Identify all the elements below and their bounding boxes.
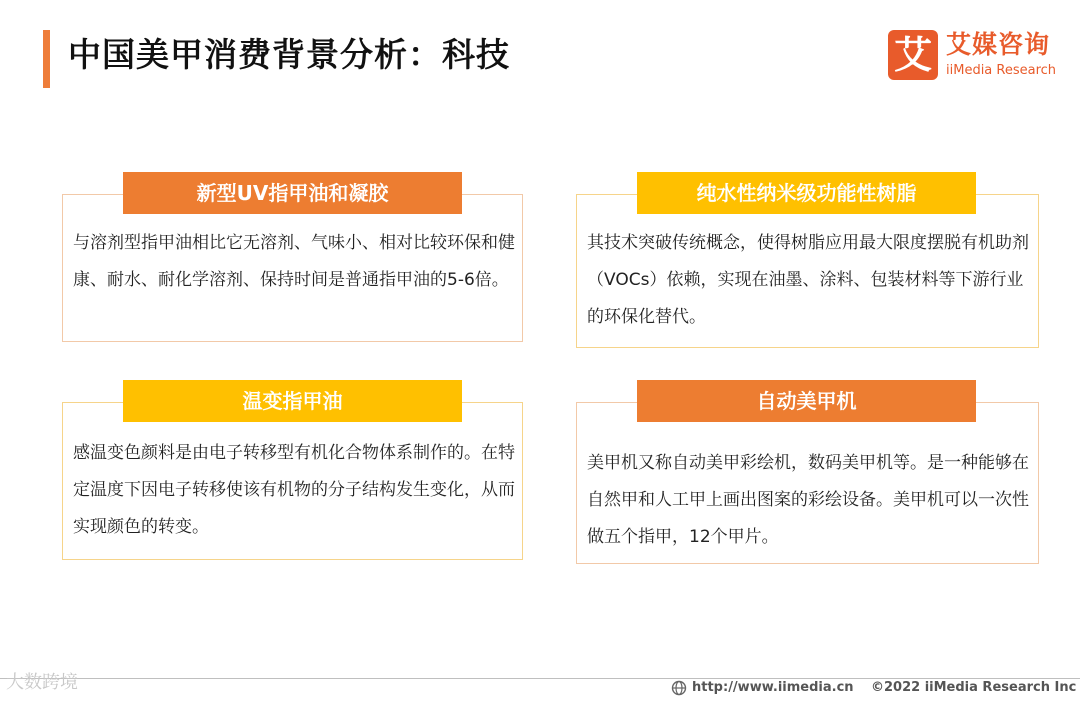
footer-url[interactable]: http://www.iimedia.cn [692,680,854,695]
logo-mark: 艾 [888,30,938,80]
card-title: 新型UV指甲油和凝胶 [123,172,462,214]
card-uv-nail-polish [62,194,523,342]
watermark: 大数跨境 [6,672,78,693]
card-text: 与溶剂型指甲油相比它无溶剂、气味小、相对比较环保和健康、耐水、耐化学溶剂、保持时间是普通指甲油的5-6倍。 [73,233,515,290]
card-thermochromic-polish [62,402,523,560]
card-title: 自动美甲机 [637,380,976,422]
title-accent-bar [43,30,50,88]
card-title: 纯水性纳米级功能性树脂 [637,172,976,214]
card-nano-resin [576,194,1039,348]
card-text: 感温变色颜料是由电子转移型有机化合物体系制作的。在特定温度下因电子转移使该有机物的分子结构发生变化，从而实现颜色的转变。 [73,443,515,537]
logo-name-cn: 艾媒咨询 [946,30,1051,59]
iimedia-logo [888,30,1060,82]
card-text: 美甲机又称自动美甲彩绘机，数码美甲机等。是一种能够在自然甲和人工甲上画出图案的彩绘设备。美甲机可以一次性做五个指甲，12个甲片。 [587,453,1029,547]
card-nail-printer [576,402,1039,564]
card-text: 其技术突破传统概念，使得树脂应用最大限度摆脱有机助剂（VOCs）依赖，实现在油墨、涂料、包装材料等下游行业的环保化替代。 [587,233,1029,327]
page-title: 中国美甲消费背景分析：科技 [68,35,510,74]
footer-copyright: ©2022 iiMedia Research Inc [871,680,1077,695]
globe-icon [671,680,687,696]
card-title: 温变指甲油 [123,380,462,422]
logo-name-en: iiMedia Research [946,63,1057,78]
